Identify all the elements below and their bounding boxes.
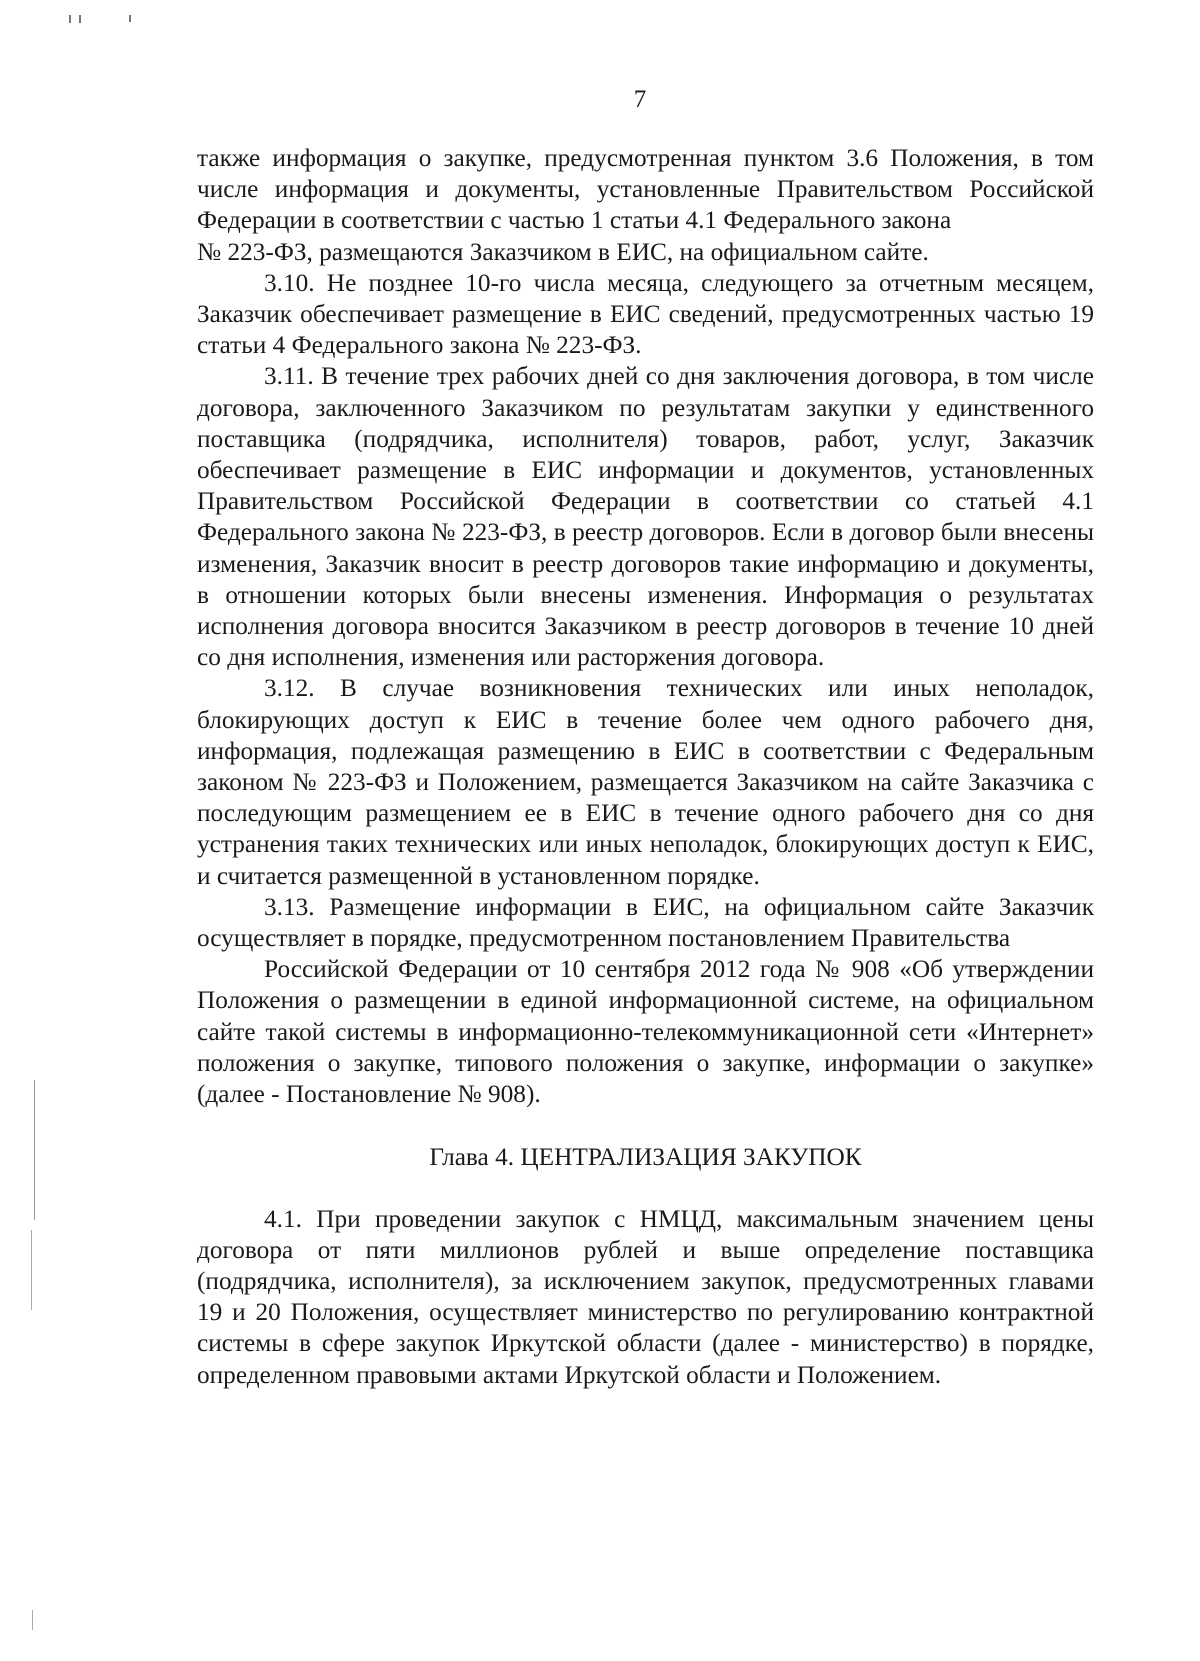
scan-artifact — [69, 15, 71, 23]
paragraph-3-12: 3.12. В случае возникновения технических или иных неполадок, блокирующих доступ к ЕИС в течение более чем одного рабочего дня, информация, подлежащая размещению в ЕИС в соответствии с Федеральным законом № 223-ФЗ и Положением, размещается Заказчиком на сайте Заказчика с последующим размещением ее в ЕИС в течение одного рабочего дня со дня устранения таких технических или иных неполадок, блокирующих доступ к ЕИС, и считается размещенной в установленном порядке. — [197, 674, 1094, 890]
paragraph: № 223-ФЗ, размещаются Заказчиком в ЕИС, на официальном сайте. — [197, 237, 929, 266]
scan-artifact — [31, 1230, 32, 1310]
paragraph-3-11: 3.11. В течение трех рабочих дней со дня заключения договора, в том числе договора, заключенного Заказчиком по результатам закупки у единственного поставщика (подрядчика, исполнителя) товаров, работ, услуг, Заказчик обеспечивает размещение в ЕИС информации и документов, установленных Правительством Российской Федерации в соответствии со статьей 4.1 Федерального закона № 223-ФЗ, в реестр договоров. Если в договор были внесены изменения, Заказчик вносит в реестр договоров такие информацию и документы, в отношении которых были внесены изменения. Информация о результатах исполнения договора вносится Заказчиком в реестр договоров в течение 10 дней со дня исполнения, изменения или расторжения договора. — [197, 362, 1094, 672]
scan-artifact — [79, 15, 81, 23]
paragraph: также информация о закупке, предусмотренная пунктом 3.6 Положения, в том числе информация и документы, установленные Правительством Российской Федерации в соответствии с частью 1 статьи 4.1 Федерального закона — [197, 144, 1094, 235]
scan-artifact — [34, 1080, 35, 1220]
paragraph-3-13: 3.13. Размещение информации в ЕИС, на официальном сайте Заказчик осуществляет в порядке, предусмотренном постановлением Правительства — [197, 892, 1094, 953]
page-number: 7 — [633, 86, 647, 113]
scan-artifact — [129, 15, 131, 22]
paragraph: Российской Федерации от 10 сентября 2012 года № 908 «Об утверждении Положения о размещении в единой информационной системе, на официальном сайте такой системы в информационно-телекоммуникационной сети «Интернет» положения о закупке, типового положения о закупке, информации о закупке» (далее - Постановление № 908). — [197, 955, 1094, 1109]
paragraph-4-1: 4.1. При проведении закупок с НМЦД, максимальным значением цены договора от пяти миллионов рублей и выше определение поставщика (подрядчика, исполнителя), за исключением закупок, предусмотренных главами 19 и 20 Положения, осуществляет министерство по регулированию контрактной системы в сфере закупок Иркутской области (далее - министерство) в порядке, определенном правовыми актами Иркутской области и Положением. — [197, 1204, 1094, 1389]
scan-artifact — [32, 1610, 33, 1630]
paragraph-3-10: 3.10. Не позднее 10-го числа месяца, следующего за отчетным месяцем, Заказчик обеспечивает размещение в ЕИС сведений, предусмотренных частью 19 статьи 4 Федерального закона № 223-ФЗ. — [197, 268, 1094, 360]
chapter-heading: Глава 4. ЦЕНТРАЛИЗАЦИЯ ЗАКУПОК — [429, 1143, 862, 1172]
document-body — [197, 143, 1094, 1391]
